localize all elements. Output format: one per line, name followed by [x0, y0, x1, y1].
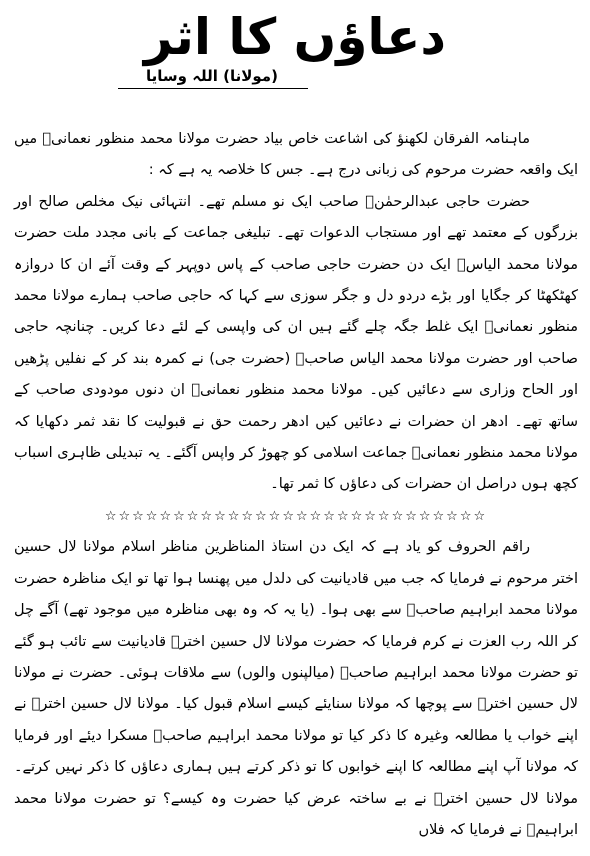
star-divider: ☆☆☆☆☆☆☆☆☆☆☆☆☆☆☆☆☆☆☆☆☆☆☆☆☆☆☆☆ — [104, 508, 488, 524]
paragraph-lal-hussain: راقم الحروف کو یاد ہے کہ ایک دن استاذ المناظرین مناظر اسلام مولانا لال حسین اختر مرحوم نے فرمایا کہ جب میں قادیانیت کی دلدل میں پھنسا ہوا تھا تو ایک مناظرہ حضرت مولانا محمد ابراہیم صاحبؒ سے بھی ہوا۔ (یا یہ کہ وہ بھی مناظرہ میں موجود تھے) آگے چل کر اللہ رب العزت نے کرم فرمایا کہ حضرت مولانا لال حسین اخترؒ قادیانیت سے تائب ہو گئے تو حضرت مولانا محمد ابراہیم صاحبؒ (میالپنوں والوں) سے ملاقات ہوئی۔ حضرت نے مولانا لال حسین اخترؒ سے پوچھا کہ مولانا سنایئے کیسے اسلام قبول کیا۔ مولانا لال حسین اخترؒ نے اپنے خواب یا مطالعہ وغیرہ کا ذکر کیا تو مولانا محمد ابراہیم صاحبؒ مسکرا دیئے اور فرمایا کہ مولانا آپ اپنے مطالعہ کا اپنے خوابوں کا تو ذکر کرتے ہیں ہماری دعاؤں کا ذکر نہیں کرتے۔ مولانا لال حسین اخترؒ نے بے ساختہ عرض کیا حضرت وہ کیسے؟ تو حضرت مولانا محمد ابراہیمؒ نے فرمایا کہ فلاں — [14, 539, 578, 838]
paragraph-intro: ماہنامہ الفرقان لکھنؤ کی اشاعت خاص بیاد حضرت مولانا محمد منظور نعمانیؒ میں ایک واقعہ حضرت مرحوم کی زبانی درج ہے۔ جس کا خلاصہ یہ ہے کہ : — [14, 131, 578, 179]
author-byline: (مولانا) اللہ وسایا — [146, 67, 278, 85]
paragraph-haji-story: حضرت حاجی عبدالرحمٰنؒ صاحب ایک نو مسلم تھے۔ انتہائی نیک مخلص صالح اور بزرگوں کے معتمد تھے اور مستجاب الدعوات تھے۔ تبلیغی جماعت کے بانی مجدد ملت حضرت مولانا محمد الیاسؒ ایک دن حضرت حاجی صاحب کے پاس دوپہر کے وقت آئے ان کا دروازہ کھٹکھٹا کر جگایا اور بڑے دردو دل و جگر سوزی سے کہا کہ حاجی صاحب ہمارے مولانا محمد منظور نعمانیؒ ایک غلط جگہ چلے گئے ہیں ان کی واپسی کے لئے دعا کریں۔ چنانچہ حاجی صاحب اور حضرت مولانا محمد الیاس صاحبؒ (حضرت جی) نے کمرہ بند کر کے نفلیں پڑھیں اور الحاح وزاری سے دعائیں کیں۔ مولانا محمد منظور نعمانیؒ ان دنوں مودودی صاحب کے ساتھ تھے۔ ادھر ان حضرات نے دعائیں کیں ادھر رحمت حق نے قبولیت کا نقد ثمر دکھایا کہ مولانا محمد منظور نعمانیؒ جماعت اسلامی کو چھوڑ کر واپس آگئے۔ یہ تبدیلی ظاہری اسباب کچھ ہوں دراصل ان حضرات کی دعاؤں کا ثمر تھا۔ — [14, 193, 578, 493]
author-underline — [118, 88, 308, 89]
article-body — [14, 124, 578, 846]
article-title: دعاؤں کا اثر — [143, 8, 447, 66]
